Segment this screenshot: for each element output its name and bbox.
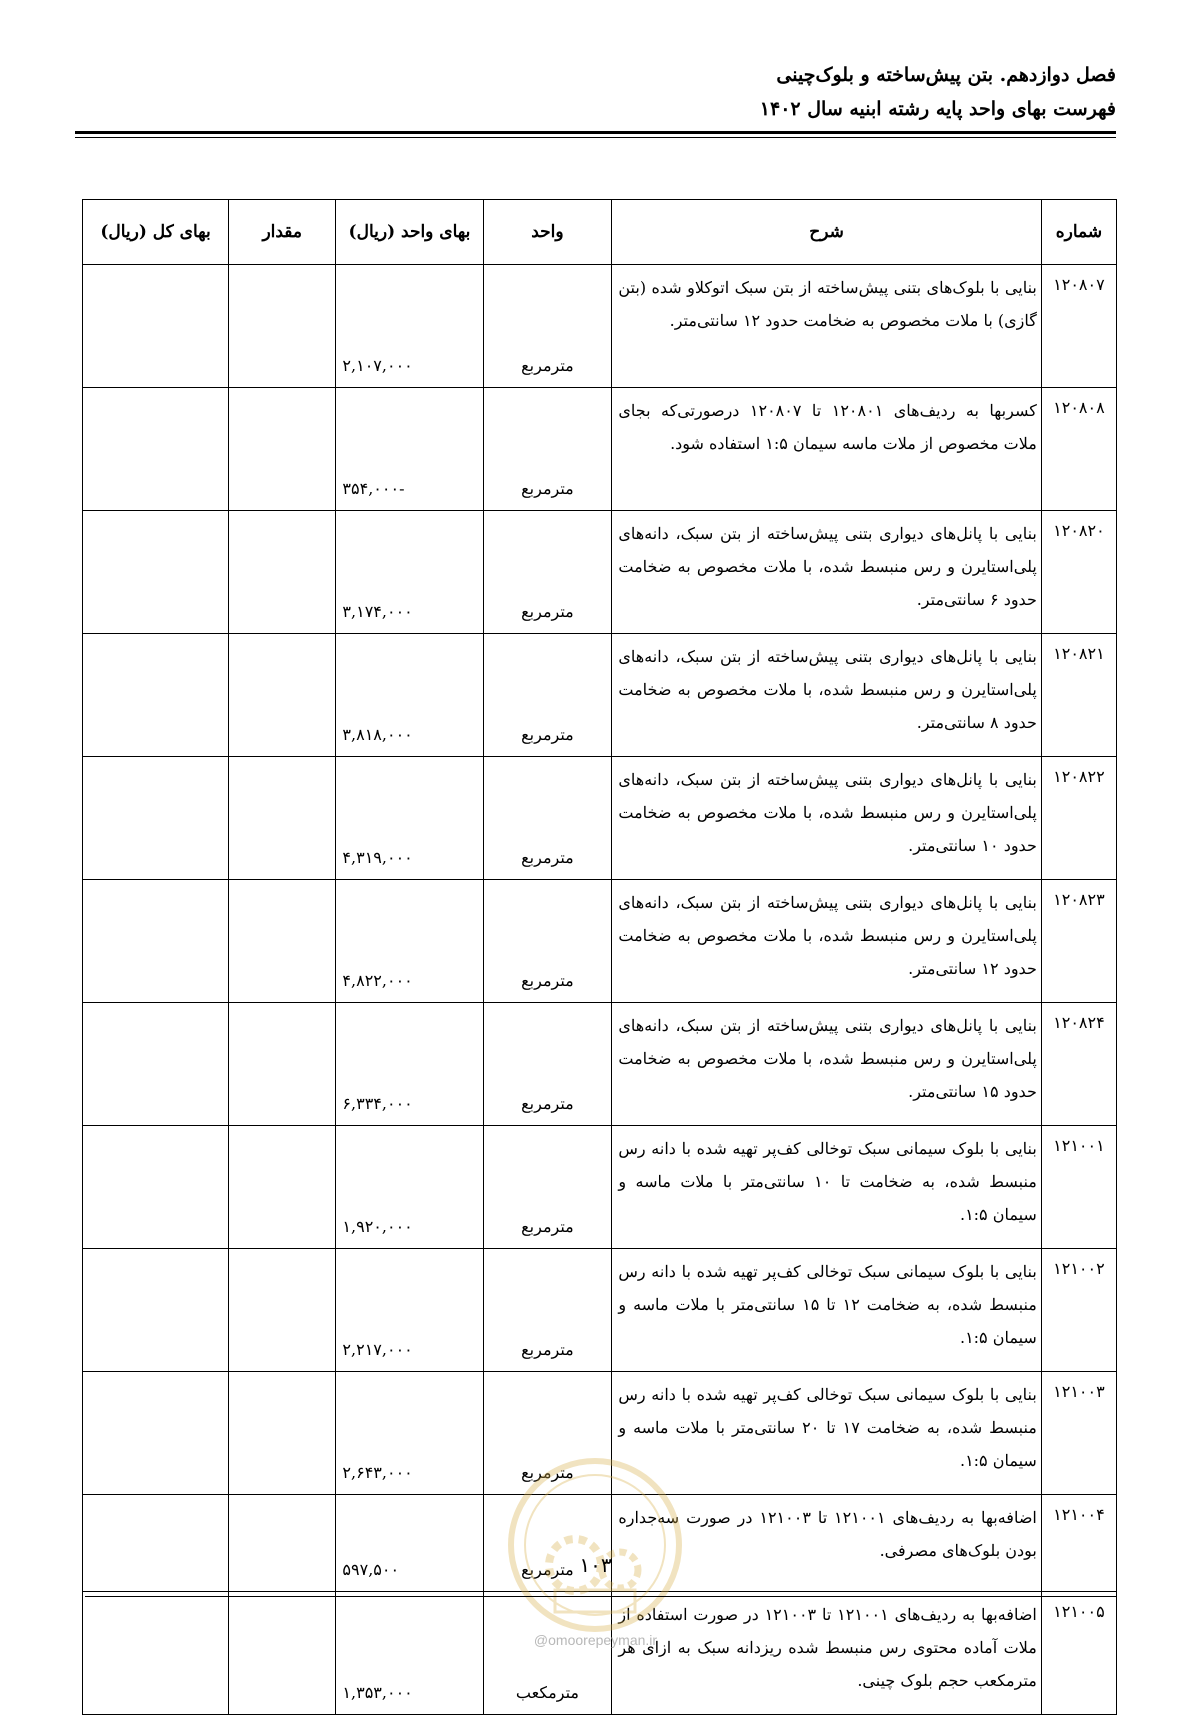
row-total-price (83, 634, 229, 757)
row-quantity (229, 1372, 336, 1495)
row-description: بنایی با پانل‌های دیواری بتنی پیش‌ساخته از بتن سبک، دانه‌های پلی‌استایرن و رس منبسط شده، با ملات مخصوص به ضخامت حدود ۱۲ سانتی‌متر. (612, 880, 1041, 1003)
header-rule-thin (75, 137, 1116, 138)
header-total-price: بهای کل (ریال) (83, 200, 229, 265)
list-title: فهرست بهای واحد پایه رشته ابنیه سال ۱۴۰۲ (759, 98, 1116, 120)
header-rule-thick (75, 131, 1116, 134)
row-number: ۱۲۰۸۲۱ (1041, 634, 1116, 757)
row-total-price (83, 757, 229, 880)
header-unit: واحد (483, 200, 612, 265)
row-number: ۱۲۱۰۰۴ (1041, 1495, 1116, 1592)
row-unit: مترمربع (483, 265, 612, 388)
row-unit: مترمربع (483, 1249, 612, 1372)
table-header-row (83, 200, 1117, 265)
row-description: بنایی با پانل‌های دیواری بتنی پیش‌ساخته از بتن سبک، دانه‌های پلی‌استایرن و رس منبسط شده، با ملات مخصوص به ضخامت حدود ۶ سانتی‌متر. (612, 511, 1041, 634)
row-number: ۱۲۱۰۰۲ (1041, 1249, 1116, 1372)
row-quantity (229, 1249, 336, 1372)
row-unit: مترمربع (483, 1495, 612, 1592)
row-total-price (83, 1249, 229, 1372)
row-description: بنایی با بلوک سیمانی سبک توخالی کف‌پر تهیه شده با دانه رس منبسط شده، به ضخامت ۱۷ تا ۲۰ سانتی‌متر با ملات ماسه و سیمان ۱:۵. (612, 1372, 1041, 1495)
row-number: ۱۲۰۸۰۸ (1041, 388, 1116, 511)
row-description: بنایی با بلوک سیمانی سبک توخالی کف‌پر تهیه شده با دانه رس منبسط شده، به ضخامت ۱۲ تا ۱۵ سانتی‌متر با ملات ماسه و سیمان ۱:۵. (612, 1249, 1041, 1372)
chapter-title: فصل دوازدهم. بتن پیش‌ساخته و بلوک‌چینی (776, 64, 1116, 86)
row-total-price (83, 1592, 229, 1715)
row-total-price (83, 388, 229, 511)
row-description: بنایی با پانل‌های دیواری بتنی پیش‌ساخته از بتن سبک، دانه‌های پلی‌استایرن و رس منبسط شده، با ملات مخصوص به ضخامت حدود ۱۵ سانتی‌متر. (612, 1003, 1041, 1126)
row-number: ۱۲۰۸۲۴ (1041, 1003, 1116, 1126)
table-row (83, 1249, 1117, 1372)
row-number: ۱۲۱۰۰۵ (1041, 1592, 1116, 1715)
table-row (83, 265, 1117, 388)
row-number: ۱۲۰۸۲۰ (1041, 511, 1116, 634)
row-description: بنایی با پانل‌های دیواری بتنی پیش‌ساخته از بتن سبک، دانه‌های پلی‌استایرن و رس منبسط شده، با ملات مخصوص به ضخامت حدود ۱۰ سانتی‌متر. (612, 757, 1041, 880)
row-unit-price: ۱,۹۲۰,۰۰۰ (336, 1126, 483, 1249)
row-unit-price: ۴,۸۲۲,۰۰۰ (336, 880, 483, 1003)
row-unit-price: ۳,۸۱۸,۰۰۰ (336, 634, 483, 757)
row-quantity (229, 880, 336, 1003)
row-description: بنایی با پانل‌های دیواری بتنی پیش‌ساخته از بتن سبک، دانه‌های پلی‌استایرن و رس منبسط شده، با ملات مخصوص به ضخامت حدود ۸ سانتی‌متر. (612, 634, 1041, 757)
table-row (83, 388, 1117, 511)
row-unit-price: ۲,۶۴۳,۰۰۰ (336, 1372, 483, 1495)
row-unit: مترمربع (483, 1372, 612, 1495)
watermark-logo (505, 1455, 685, 1635)
table-row (83, 1126, 1117, 1249)
row-quantity (229, 265, 336, 388)
row-total-price (83, 511, 229, 634)
row-unit: مترمربع (483, 634, 612, 757)
header-unit-price: بهای واحد (ریال) (336, 200, 483, 265)
row-unit-price: -۳۵۴,۰۰۰ (336, 388, 483, 511)
row-quantity (229, 1003, 336, 1126)
row-unit-price: ۳,۱۷۴,۰۰۰ (336, 511, 483, 634)
row-description: بنایی با بلوک‌های بتنی پیش‌ساخته از بتن سبک اتوکلاو شده (بتن گازی) با ملات مخصوص به ضخامت حدود ۱۲ سانتی‌متر. (612, 265, 1041, 388)
row-unit: مترمربع (483, 880, 612, 1003)
page-number: ۱۰۳ (579, 1553, 612, 1577)
row-number: ۱۲۰۸۲۲ (1041, 757, 1116, 880)
row-number: ۱۲۰۸۰۷ (1041, 265, 1116, 388)
row-quantity (229, 757, 336, 880)
table-row (83, 634, 1117, 757)
row-description: اضافه‌بها به ردیف‌های ۱۲۱۰۰۱ تا ۱۲۱۰۰۳ در صورت سه‌جداره بودن بلوک‌های مصرفی. (612, 1495, 1041, 1592)
row-unit: مترمربع (483, 757, 612, 880)
row-unit-price: ۱,۳۵۳,۰۰۰ (336, 1592, 483, 1715)
footer-rule (85, 1596, 1116, 1597)
row-unit-price: ۵۹۷,۵۰۰ (336, 1495, 483, 1592)
row-quantity (229, 388, 336, 511)
row-unit-price: ۶,۳۳۴,۰۰۰ (336, 1003, 483, 1126)
row-description: بنایی با بلوک سیمانی سبک توخالی کف‌پر تهیه شده با دانه رس منبسط شده، به ضخامت تا ۱۰ سانتی‌متر با ملات ماسه و سیمان ۱:۵. (612, 1126, 1041, 1249)
row-quantity (229, 1126, 336, 1249)
row-quantity (229, 1592, 336, 1715)
row-total-price (83, 880, 229, 1003)
header-description: شرح (612, 200, 1041, 265)
site-credit: @omoorepeyman.ir (533, 1632, 658, 1648)
header-quantity: مقدار (229, 200, 336, 265)
row-unit: مترمربع (483, 511, 612, 634)
row-unit-price: ۴,۳۱۹,۰۰۰ (336, 757, 483, 880)
row-description: کسربها به ردیف‌های ۱۲۰۸۰۱ تا ۱۲۰۸۰۷ درصورتی‌که بجای ملات مخصوص از ملات ماسه سیمان ۱:۵ استفاده شود. (612, 388, 1041, 511)
row-number: ۱۲۱۰۰۱ (1041, 1126, 1116, 1249)
row-quantity (229, 511, 336, 634)
row-description: اضافه‌بها به ردیف‌های ۱۲۱۰۰۱ تا ۱۲۱۰۰۳ در صورت استفاده از ملات آماده محتوی رس منبسط شده ریزدانه سبک به ازای هر مترمکعب حجم بلوک چینی. (612, 1592, 1041, 1715)
row-unit: مترمربع (483, 388, 612, 511)
row-unit: مترمربع (483, 1003, 612, 1126)
row-unit: مترمکعب (483, 1592, 612, 1715)
row-unit-price: ۲,۱۰۷,۰۰۰ (336, 265, 483, 388)
row-quantity (229, 634, 336, 757)
row-total-price (83, 1126, 229, 1249)
header-number: شماره (1041, 200, 1116, 265)
table-row (83, 1003, 1117, 1126)
row-total-price (83, 265, 229, 388)
row-number: ۱۲۰۸۲۳ (1041, 880, 1116, 1003)
row-number: ۱۲۱۰۰۳ (1041, 1372, 1116, 1495)
row-total-price (83, 1372, 229, 1495)
row-unit: مترمربع (483, 1126, 612, 1249)
row-total-price (83, 1003, 229, 1126)
table-row (83, 511, 1117, 634)
table-row (83, 757, 1117, 880)
page-header (760, 58, 1116, 126)
table-row (83, 880, 1117, 1003)
row-unit-price: ۲,۲۱۷,۰۰۰ (336, 1249, 483, 1372)
